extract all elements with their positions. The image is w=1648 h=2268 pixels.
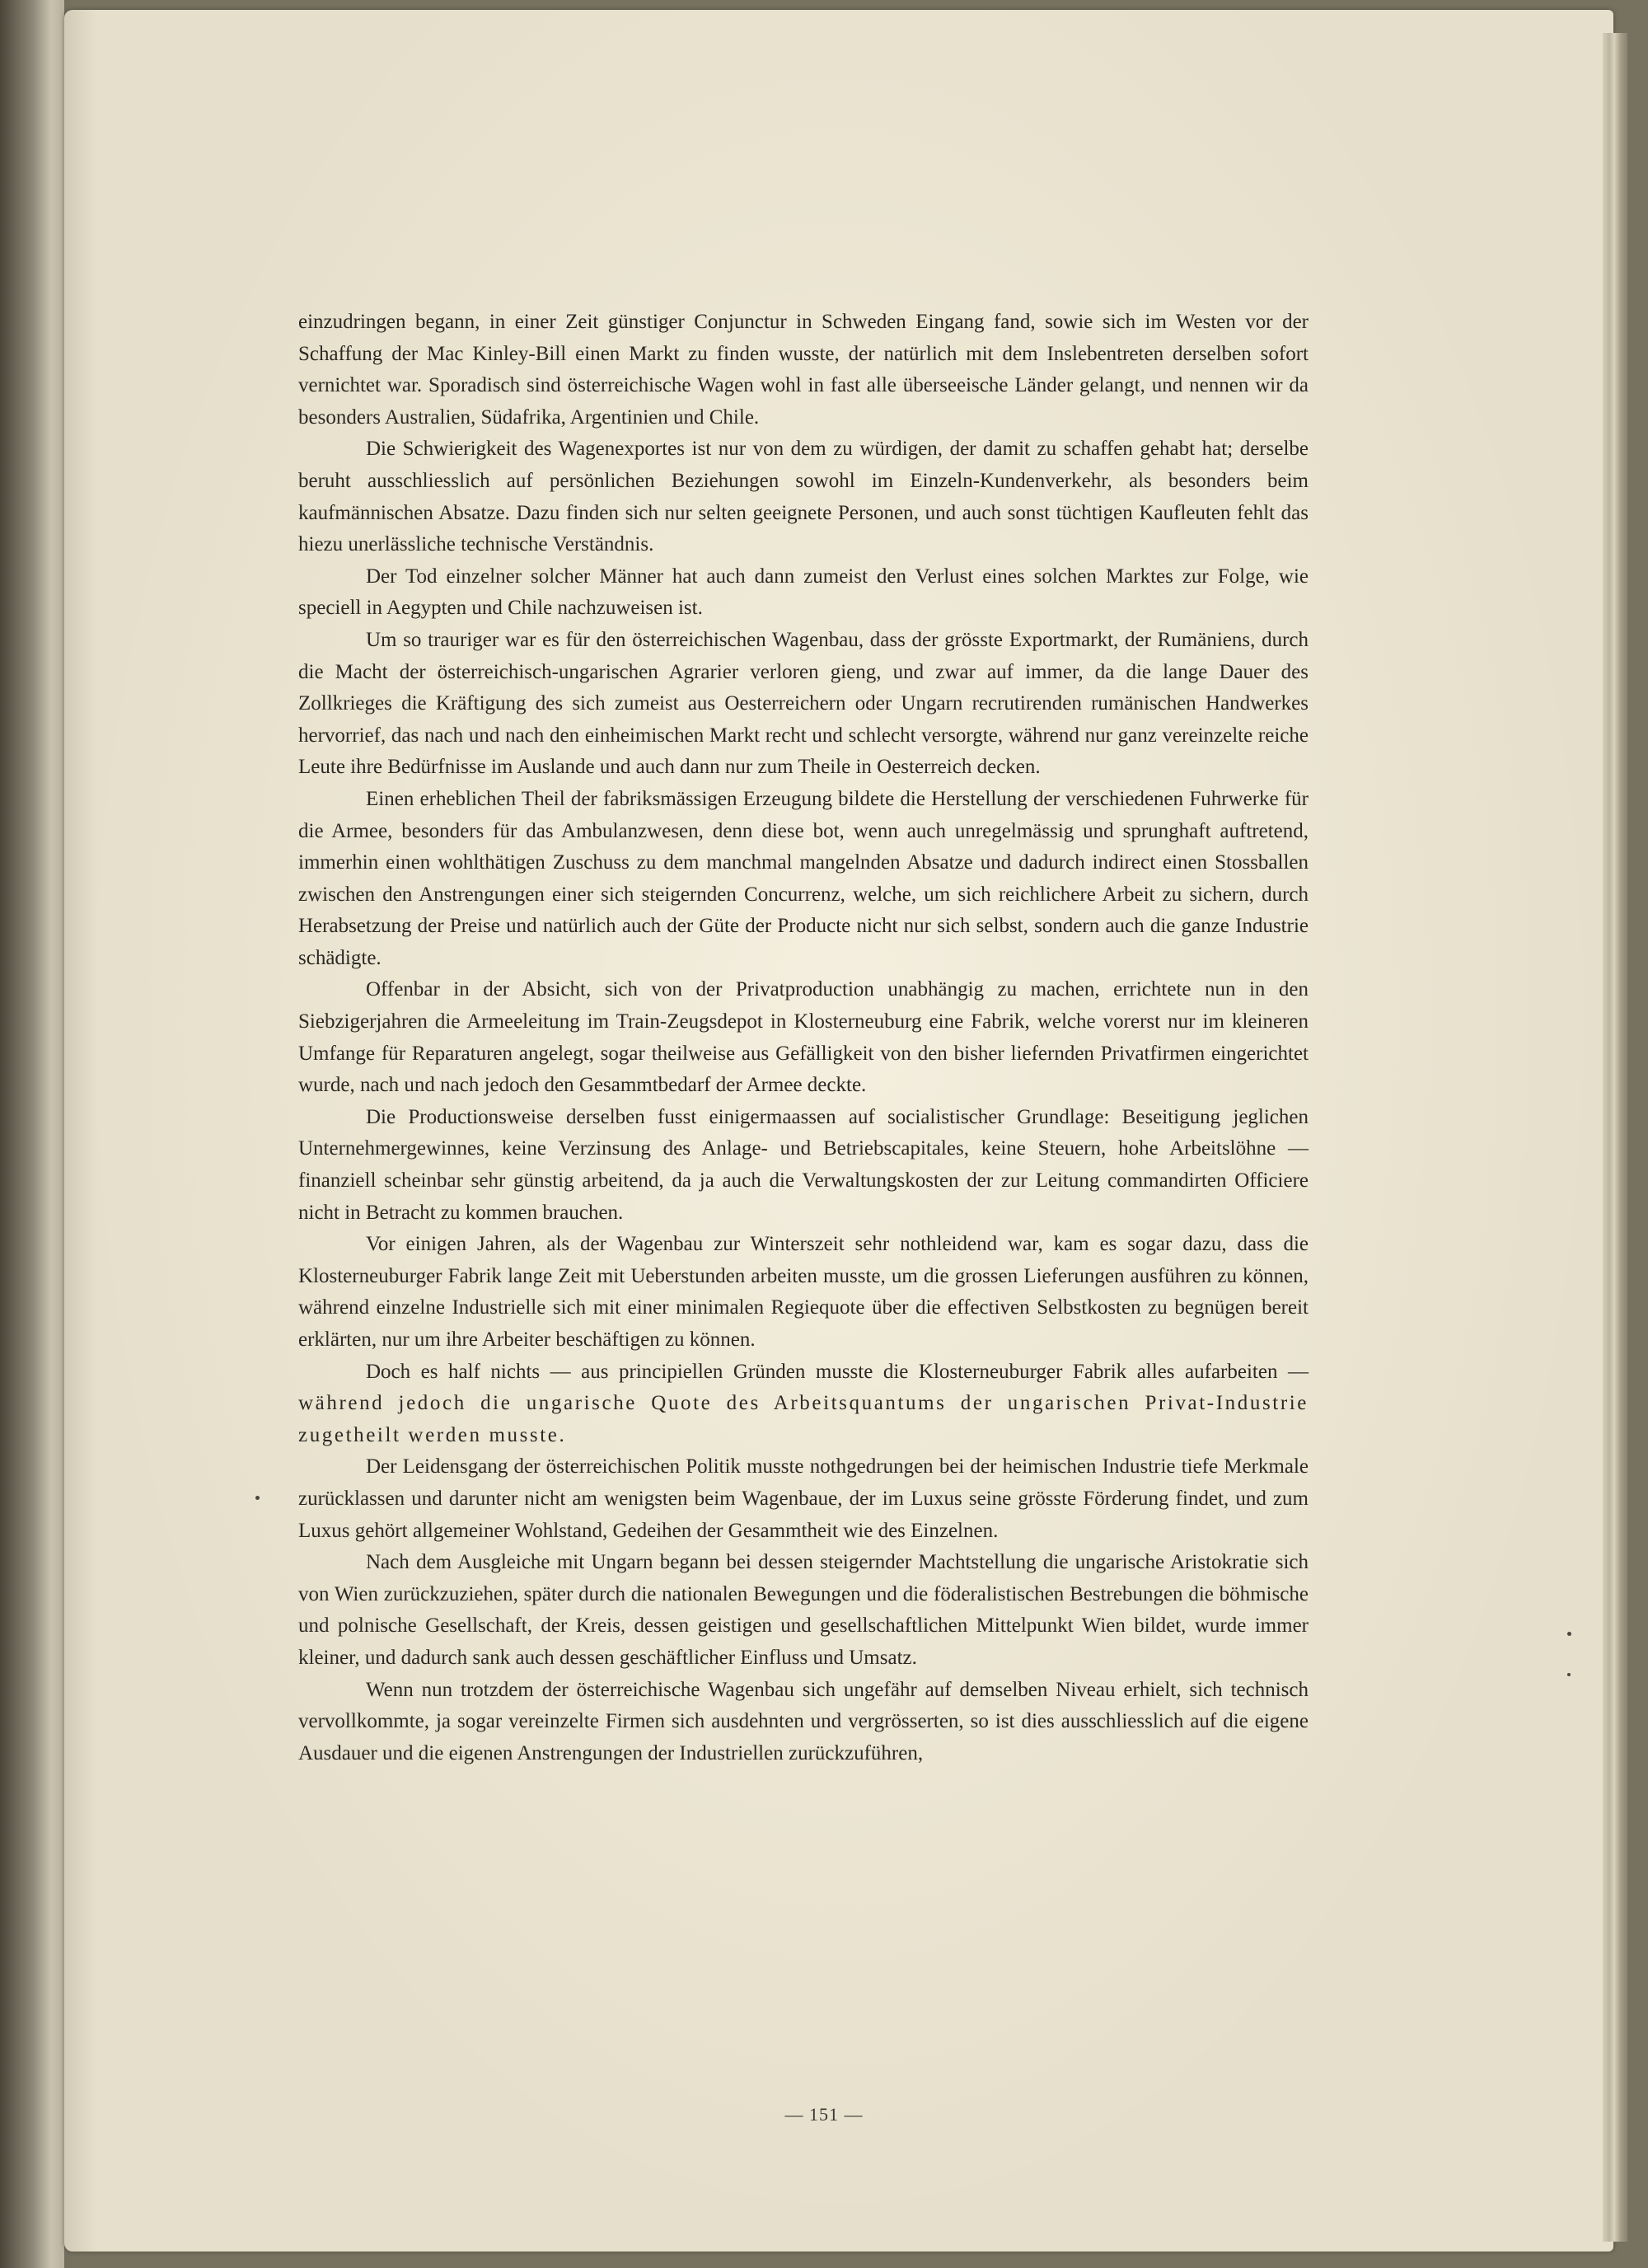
paragraph: Offenbar in der Absicht, sich von der Privatproduction unabhängig zu machen, errichtete nun in den Siebzigerjahren die Armeeleitung im Train-Zeugsdepot in Klosterneuburg eine Fabrik, welche vorerst nur im kleineren Umfange für Reparaturen angelegt, sogar theilweise aus Gefälligkeit von den bisher liefernden Privatfirmen eingerichtet wurde, nach und nach jedoch den Gesammtbedarf der Armee deckte. — [298, 978, 1309, 1097]
paragraph: Der Leidensgang der österreichischen Politik musste nothgedrungen bei der heimischen Industrie tiefe Merkmale zurücklassen und darunter nicht am wenigsten beim Wagenbaue, der im Luxus seine grösste Förderung findet, und zum Luxus gehört allgemeiner Wohlstand, Gedeihen der Gesammtheit wie des Einzelnen. — [298, 1455, 1309, 1542]
paragraph: Der Tod einzelner solcher Männer hat auch dann zumeist den Verlust eines solchen Marktes zur Folge, wie speciell in Aegypten und Chile nachzuweisen ist. — [298, 565, 1309, 620]
paragraph: Die Productionsweise derselben fusst einigermaassen auf socialistischer Grundlage: Beseitigung jeglichen Unternehmergewinnes, keine Verzinsung des Anlage- und Betriebscapitales, keine Steuern, hohe Arbeitslöhne — finanziell scheinbar sehr günstig arbeitend, da ja auch die Verwaltungskosten der zur Leitung commandirten Officiere nicht in Betracht zu kommen brauchen. — [298, 1105, 1309, 1224]
body-text — [298, 307, 1309, 1769]
paragraph: Um so trauriger war es für den österreichischen Wagenbau, dass der grösste Exportmarkt, der Rumäniens, durch die Macht der österreichisch-ungarischen Agrarier verloren gieng, und zwar auf immer, da die lange Dauer des Zollkrieges die Kräftigung des sich zumeist aus Oesterreichern oder Ungarn recrutirenden rumänischen Handwerkes hervorrief, das nach und nach den einheimischen Markt recht und schlecht versorgte, während nur ganz vereinzelte reiche Leute ihre Bedürfnisse im Auslande und auch dann nur zum Theile in Oesterreich decken. — [298, 628, 1309, 779]
paragraph-lead: Doch es half nichts — aus principiellen Gründen musste die Klosterneuburger Fabrik alles aufarbeiten — — [366, 1360, 1309, 1383]
scan-speck — [1567, 1673, 1571, 1676]
paragraph: Vor einigen Jahren, als der Wagenbau zur Winterszeit sehr nothleidend war, kam es sogar dazu, dass die Klosterneuburger Fabrik lange Zeit mit Ueberstunden arbeiten musste, um die grossen Lieferungen ausführen zu können, während einzelne Industrielle sich mit einer minimalen Regiequote über die effectiven Selbstkosten zu begnügen bereit erklärten, nur um ihre Arbeiter beschäftigen zu können. — [298, 1233, 1309, 1351]
paragraph — [298, 1357, 1309, 1452]
paragraph: Die Schwierigkeit des Wagenexportes ist nur von dem zu würdigen, der damit zu schaffen gehabt hat; derselbe beruht ausschliesslich auf persönlichen Beziehungen sowohl im Einzeln-Kundenverkehr, als besonders beim kaufmännischen Absatze. Dazu finden sich nur selten geeignete Personen, und auch sonst tüchtigen Kaufleuten fehlt das hiezu unerlässliche technische Verständnis. — [298, 438, 1309, 556]
page-stack-edge — [1603, 33, 1627, 2242]
page-number: — 151 — — [784, 2104, 864, 2125]
scan-speck — [255, 1496, 260, 1500]
paragraph: einzudringen begann, in einer Zeit günstiger Conjunctur in Schweden Eingang fand, sowie sich im Westen vor der Schaffung der Mac Kinley-Bill einen Markt zu finden wusste, der natürlich mit dem Inslebentreten derselben sofort vernichtet war. Sporadisch sind österreichische Wagen wohl in fast alle überseeische Länder gelangt, und nennen wir da besonders Australien, Südafrika, Argentinien und Chile. — [298, 311, 1309, 429]
spaced-emphasis: während jedoch die ungarische Quote des Arbeitsquantums der ungarischen Privat-Industrie zugetheilt werden musste. — [298, 1392, 1309, 1446]
scan-speck — [1567, 1632, 1571, 1636]
facing-page-edge — [0, 0, 64, 2268]
paragraph: Nach dem Ausgleiche mit Ungarn begann bei dessen steigernder Machtstellung die ungarische Aristokratie sich von Wien zurückzuziehen, später durch die nationalen Bewegungen und die föderalistischen Bestrebungen die böhmische und polnische Gesellschaft, der Kreis, dessen geistigen und gesellschaftlichen Mittelpunkt Wien bildet, wurde immer kleiner, und dadurch sank auch dessen geschäftlicher Einfluss und Umsatz. — [298, 1551, 1309, 1669]
paragraph: Wenn nun trotzdem der österreichische Wagenbau sich ungefähr auf demselben Niveau erhielt, sich technisch vervollkommte, ja sogar vereinzelte Firmen sich ausdehnten und vergrösserten, so ist dies ausschliesslich auf die eigene Ausdauer und die eigenen Anstrengungen der Industriellen zurückzuführen, — [298, 1678, 1309, 1764]
paragraph: Einen erheblichen Theil der fabriksmässigen Erzeugung bildete die Herstellung der verschiedenen Fuhrwerke für die Armee, besonders für das Ambulanzwesen, denn diese bot, wenn auch unregelmässig und sprunghaft auftretend, immerhin einen wohlthätigen Zuschuss zu dem manchmal mangelnden Absatze und dadurch indirect einen Stossballen zwischen den Anstrengungen einer sich steigernden Concurrenz, welche, um sich reichlichere Arbeit zu sichern, durch Herabsetzung der Preise und natürlich auch der Güte der Producte nicht nur sich selbst, sondern auch die ganze Industrie schädigte. — [298, 787, 1309, 969]
